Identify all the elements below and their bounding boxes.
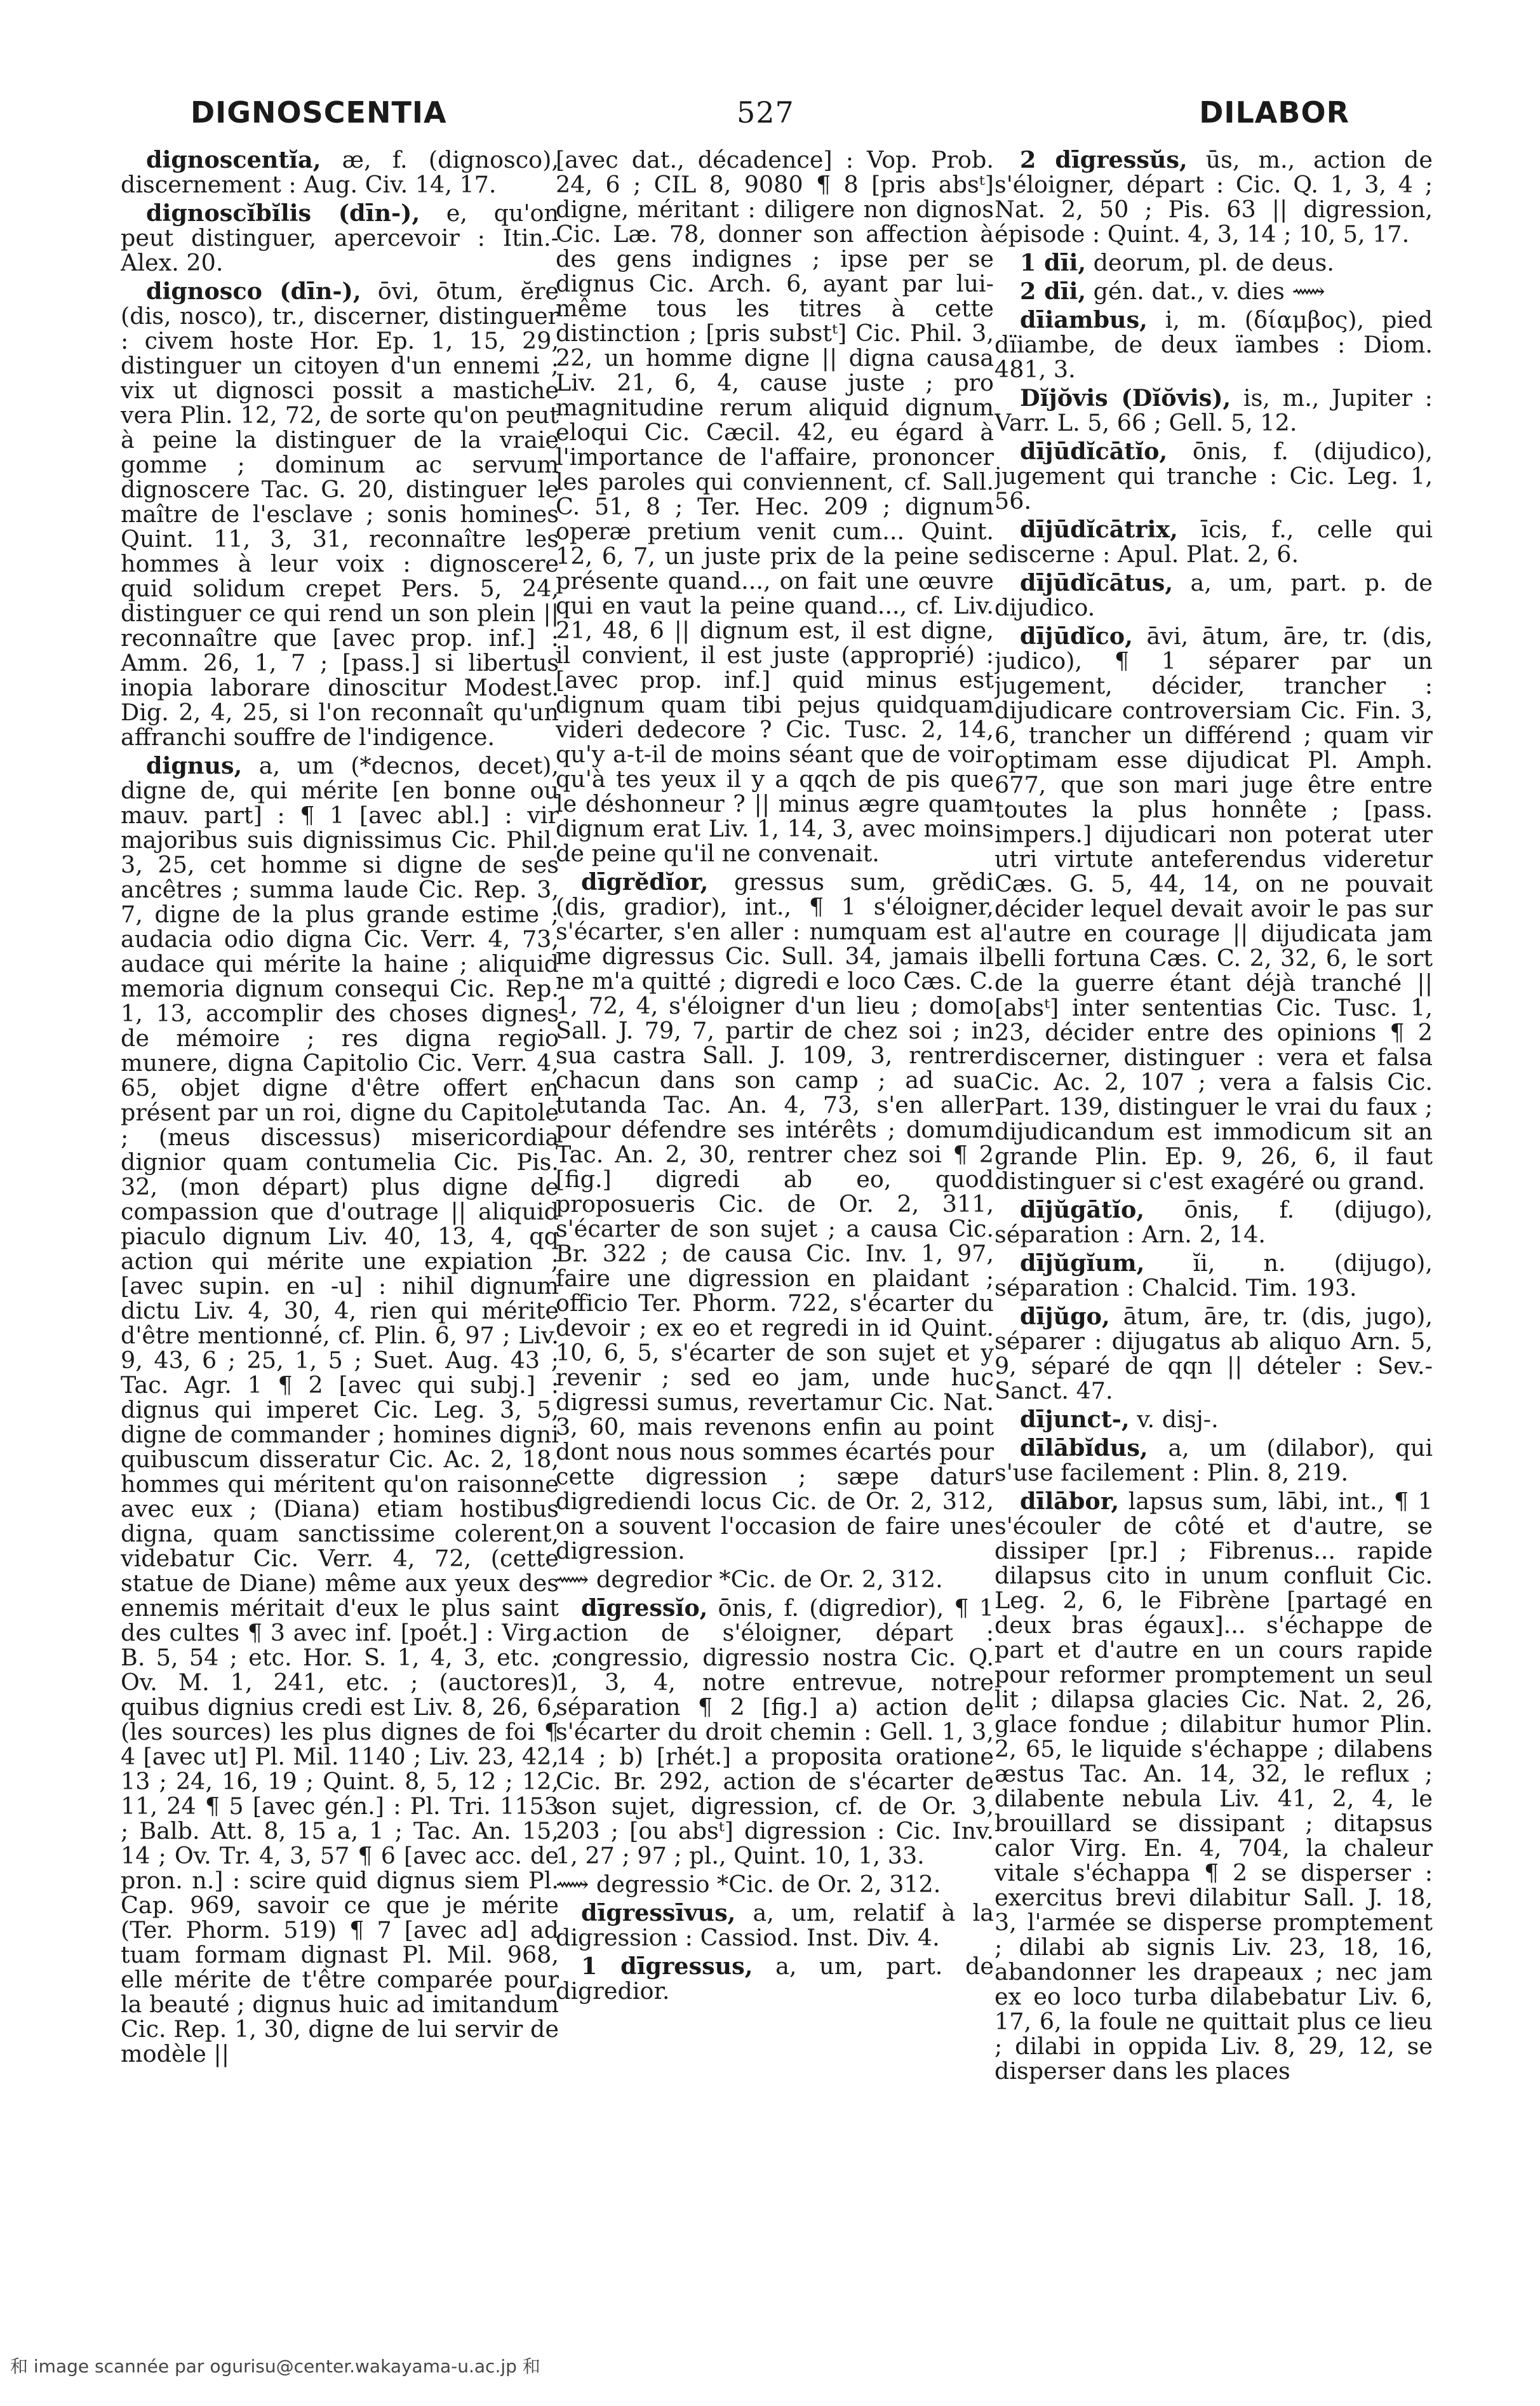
entry-definition: gressus sum, grĕdi (dis, gradior), int., ¶ 1 s'éloigner, s'écarter, s'en aller : numquam est a me digressus Cic. Sull. 34, jamais il ne m'a quitté ; digredi e loco Cæs. C. 1, 72, 4, s'éloigner d'un lieu ; domo Sall. J. 79, 7, partir de chez soi ; in sua castra Sall. J. 109, 3, rentrer chacun dans son camp ; ad sua tutanda Tac. An. 4, 73, s'en aller pour défendre ses intérêts ; domum Tac. An. 2, 30, rentrer chez soi ¶ 2 [fig.] digredi ab eo, quod proposueris Cic. de Or. 2, 311, s'écarter de son sujet ; a causa Cic. Br. 322 ; de causa Cic. Inv. 1, 97, faire une digression en plaidant ; officio Ter. Phorm. 722, s'écarter du devoir ; ex eo et regredi in id Quint. 10, 6, 5, s'écarter de son sujet et y revenir ; sed eo jam, unde huc digressi sumus, revertamur Cic. Nat. 3, 60, mais revenons enfin au point dont nous nous sommes écartés pour cette digression ; sæpe datur digrediendi locus Cic. de Or. 2, 312, on a souvent l'occasion de faire une digression. xyxy=(556,868,994,1564)
entry-headword: dījunct-, xyxy=(1020,1406,1130,1433)
dictionary-entry xyxy=(994,1435,1433,1485)
entry-definition: is, m., Jupiter : Varr. L. 5, 66 ; Gell. 5, 12. xyxy=(994,384,1433,436)
entry-headword: dījūdĭcātus, xyxy=(1020,569,1174,596)
dictionary-entry xyxy=(994,624,1433,1193)
entry-definition: lapsus sum, lābi, int., ¶ 1 s'écouler de côté et d'autre, se dissiper [pr.] ; Fibrenus... rapide dilapsus cito in unum confluit Cic. Leg. 2, 6, le Fibrène [partagé en deux bras égaux]... s'échappe de part et d'autre en un cours rapide pour reformer promptement un seul lit ; dilapsa glacies Cic. Nat. 2, 26, glace fondue ; dilabitur humor Plin. 2, 65, le liquide s'échappe ; dilabens æstus Tac. An. 14, 32, le reflux ; dilabente nebula Liv. 41, 2, 4, le brouillard se dissipant ; ditapsus calor Virg. En. 4, 704, la chaleur vitale s'échappa ¶ 2 se disperser : exercitus brevi dilabitur Sall. J. 18, 3, l'armée se disperse promptement ; dilabi ab signis Liv. 23, 18, 16, abandonner les drapeaux ; nec jam ex eo loco turba dilabebatur Liv. 6, 17, 6, la foule ne quittait plus ce lieu ; dilabi in oppida Liv. 8, 29, 12, se disperser dans les places xyxy=(994,1488,1433,2085)
dictionary-entry xyxy=(994,1489,1433,2083)
entry-definition: ūs, m., action de s'éloigner, départ : Cic. Q. 1, 3, 4 ; Nat. 2, 50 ; Pis. 63 || digression, épisode : Quint. 4, 3, 14 ; 10, 5, 17. xyxy=(994,147,1433,248)
entry-definition: deorum, pl. de deus. xyxy=(1086,249,1335,276)
entry-definition: āvi, ātum, āre, tr. (dis, judico), ¶ 1 séparer par un jugement, décider, trancher : dijudicare controversiam Cic. Fin. 3, 6, trancher un différend ; quam vir optimam esse dijudicat Pl. Amph. 677, que son mari juge être entre toutes la plus honnête ; [pass. impers.] dijudicari non poterat uter utri virtute anteferendus videretur Cæs. G. 5, 44, 14, on ne pouvait décider lequel devait avoir le pas sur l'autre en courage || dijudicata jam belli fortuna Cæs. C. 2, 32, 6, le sort de la guerre étant déjà tranché || [absᵗ] inter sententias Cic. Tusc. 1, 23, décider entre des opinions ¶ 2 discerner, distinguer : vera et falsa Cic. Ac. 2, 107 ; vera a falsis Cic. Part. 139, distinguer le vrai du faux ; dijudicandum est immodicum sit an grande Plin. Ep. 9, 26, 6, il faut distinguer si c'est exagéré ou grand. xyxy=(994,622,1433,1195)
entry-headword: 1 dīi, xyxy=(1020,249,1087,276)
entry-definition: [avec dat., décadence] : Vop. Prob. 24, 6 ; CIL 8, 9080 ¶ 8 [pris absᵗ] digne, méritant : diligere non dignos Cic. Læ. 78, donner son affection à des gens indignes ; ipse per se dignus Cic. Arch. 6, ayant par lui-même tous les titres à cette distinction ; [pris substᵗ] Cic. Phil. 3, 22, un homme digne || digna causa Liv. 21, 6, 4, cause juste ; pro magnitudine rerum aliquid dignum eloqui Cic. Cæcil. 42, eu égard à l'importance de l'affaire, prononcer les paroles qui conviennent, cf. Sall. C. 51, 8 ; Ter. Hec. 209 ; dignum operæ pretium venit cum... Quint. 12, 6, 7, un juste prix de la peine se présente quand..., on fait une œuvre qui en vaut la peine quand..., cf. Liv. 21, 48, 6 || dignum est, il est digne, il convient, il est juste (approprié) : [avec prop. inf.] quid minus est dignum quam tibi pejus quidquam videri dedecore ? Cic. Tusc. 2, 14, qu'y a-t-il de moins séant que de voir qu'à tes yeux il y a qqch de pis que le déshonneur ? || minus ægre quam dignum erat Liv. 1, 14, 3, avec moins de peine qu'il ne convenait. xyxy=(556,147,994,867)
entry-headword: dījūdĭcātĭo, xyxy=(1020,438,1168,465)
entry-definition: a, um, relatif à la digression : Cassiod. Inst. Div. 4. xyxy=(556,1899,994,1951)
dictionary-entry xyxy=(556,1954,994,2003)
dictionary-entry xyxy=(556,147,994,866)
entry-definition: ātum, āre, tr. (dis, jugo), séparer : dijugatus ab aliquo Arn. 5, 9, séparé de qqn || dételer : Sev.-Sanct. 47. xyxy=(994,1303,1433,1404)
dictionary-entry xyxy=(994,1407,1433,1432)
running-head-right: DILABOR xyxy=(1199,95,1349,130)
entry-definition: æ, f. (dignosco), discernement : Aug. Civ. 14, 17. xyxy=(121,147,559,198)
dictionary-column-3 xyxy=(994,147,1433,2260)
entry-headword: dīgressĭo, xyxy=(581,1594,708,1622)
entry-definition: v. disj-. xyxy=(1129,1406,1219,1433)
dictionary-entry xyxy=(121,201,559,275)
dictionary-column-2 xyxy=(556,147,994,2260)
dictionary-entry xyxy=(556,1596,994,1868)
entry-headword: dīiambus, xyxy=(1020,306,1148,333)
dictionary-entry xyxy=(556,1567,994,1592)
entry-headword: dījŭgĭum, xyxy=(1020,1249,1145,1277)
dictionary-entry xyxy=(556,870,994,1563)
scan-credit-footer xyxy=(0,2353,1540,2383)
entry-definition: a, um (*decnos, decet), digne de, qui mérite [en bonne ou mauv. part] : ¶ 1 [avec abl.] : vir majoribus suis dignissimus Cic. Phil. 3, 25, cet homme si digne de ses ancêtres ; summa laude Cic. Rep. 3, 7, digne de la plus grande estime ; audacia odio digna Cic. Verr. 4, 73, audace qui mérite la haine ; aliquid memoria dignum consequi Cic. Rep. 1, 13, accomplir des choses dignes de mémoire ; res digna regio munere, digna Capitolio Cic. Verr. 4, 65, objet digne d'être offert en présent par un roi, digne du Capitole ; (meus discessus) misericordia dignior quam contumelia Cic. Pis. 32, (mon départ) plus digne de compassion que d'outrage || aliquid piaculo dignum Liv. 40, 13, 4, qq action qui mérite une expiation ; [avec supin. en -u] : nihil dignum dictu Liv. 4, 30, 4, rien qui mérite d'être mentionné, cf. Plin. 6, 97 ; Liv. 9, 43, 6 ; 25, 1, 5 ; Suet. Aug. 43 ; Tac. Agr. 1 ¶ 2 [avec qui subj.] : dignus qui imperet Cic. Leg. 3, 5, digne de commander ; homines digni quibuscum disseratur Cic. Ac. 2, 18, hommes qui méritent qu'on raisonne avec eux ; (Diana) etiam hostibus digna, quam sanctissime colerent, videbatur Cic. Verr. 4, 72, (cette statue de Diane) même aux yeux des ennemis méritait d'eux le plus saint des cultes ¶ 3 avec inf. [poét.] : Virg. B. 5, 54 ; etc. Hor. S. 1, 4, 3, etc. ; Ov. M. 1, 241, etc. ; (auctores) quibus dignius credi est Liv. 8, 26, 6, (les sources) les plus dignes de foi ¶ 4 [avec ut] Pl. Mil. 1140 ; Liv. 23, 42, 13 ; 24, 16, 19 ; Quint. 8, 5, 12 ; 12, 11, 24 ¶ 5 [avec gén.] : Pl. Tri. 1153 ; Balb. Att. 8, 15 a, 1 ; Tac. An. 15, 14 ; Ov. Tr. 4, 3, 57 ¶ 6 [avec acc. de pron. n.] : scire quid dignus siem Pl. Cap. 969, savoir ce que je mérite (Ter. Phorm. 519) ¶ 7 [avec ad] ad tuam formam dignast Pl. Mil. 968, elle mérite de t'être comparée pour la beauté ; dignus huic ad imitandum Cic. Rep. 1, 30, digne de lui servir de modèle || xyxy=(121,752,559,2067)
entry-headword: dījŭgātĭo, xyxy=(1020,1196,1145,1223)
entry-definition: i, m. (δίαμβος), pied dïiambe, de deux ïambes : Diom. 481, 3. xyxy=(994,306,1433,383)
entry-definition: a, um, part. de digredior. xyxy=(556,1952,994,2005)
entry-definition: ⟿ degredior *Cic. de Or. 2, 312. xyxy=(556,1566,943,1593)
entry-definition: ōvi, ōtum, ĕre (dis, nosco), tr., discerner, distinguer : civem hoste Hor. Ep. 1, 15, 29, distinguer un citoyen d'un ennemi ; vix ut dignosci possit a mastiche vera Plin. 12, 72, de sorte qu'on peut à peine la distinguer de la vraie gomme ; dominum ac servum dignoscere Tac. G. 20, distinguer le maître de l'esclave ; sonis homines Quint. 11, 3, 31, reconnaître les hommes à leur voix : dignoscere quid solidum crepet Pers. 5, 24, distinguer ce qui rend un son plein || reconnaître que [avec prop. inf.] : Amm. 26, 1, 7 ; [pass.] si libertus inopia laborare dinoscitur Modest. Dig. 2, 4, 25, si l'on reconnaît qu'un affranchi souffre de l'indigence. xyxy=(121,278,559,751)
dictionary-entry xyxy=(994,386,1433,435)
entry-headword: dignus, xyxy=(146,752,243,779)
dictionary-entry xyxy=(994,1197,1433,1247)
dictionary-entry xyxy=(994,570,1433,620)
entry-definition: ōnis, f. (dijugo), séparation : Arn. 2, 14. xyxy=(994,1196,1433,1248)
dictionary-entry xyxy=(121,753,559,2066)
dictionary-entry xyxy=(556,1900,994,1950)
page-header xyxy=(0,95,1540,146)
entry-definition: ⟿ degressio *Cic. de Or. 2, 312. xyxy=(556,1871,941,1898)
entry-headword: Dĭjŏvis (Dĭŏvis), xyxy=(1020,384,1231,412)
page-number: 527 xyxy=(737,95,794,130)
entry-headword: dīlābor, xyxy=(1020,1488,1120,1515)
dictionary-entry xyxy=(994,1304,1433,1403)
entry-headword: dignoscĭbĭlis (dīn-), xyxy=(146,199,420,227)
dictionary-entry xyxy=(121,279,559,749)
entry-definition: a, um, part. p. de dijudico. xyxy=(994,569,1433,621)
dictionary-entry xyxy=(994,307,1433,382)
entry-definition: ōnis, f. (digredior), ¶ 1 action de s'éloigner, départ : congressio, digressio nostra Cic. Q. 1, 3, 4, notre entrevue, notre séparation ¶ 2 [fig.] a) action de s'écarter du droit chemin : Gell. 1, 3, 14 ; b) [rhét.] a proposita oratione Cic. Br. 292, action de s'écarter de son sujet, digression, cf. de Or. 3, 203 ; [ou absᵗ] digression : Cic. Inv. 1, 27 ; 97 ; pl., Quint. 10, 1, 33. xyxy=(556,1594,994,1869)
entry-headword: dīlābĭdus, xyxy=(1020,1434,1148,1462)
entry-headword: dignosco (dīn-), xyxy=(146,278,361,305)
scan-credit-text: 和 image scannée par ogurisu@center.wakayama-u.ac.jp 和 xyxy=(10,2356,540,2377)
entry-headword: dignoscentĭa, xyxy=(146,147,321,173)
dictionary-column-1 xyxy=(121,147,559,2260)
entry-headword: dījŭgo, xyxy=(1020,1303,1110,1330)
entry-headword: dījūdĭcātrix, xyxy=(1020,516,1178,543)
dictionary-entry xyxy=(994,147,1433,246)
entry-definition: e, qu'on peut distinguer, apercevoir : Itin.-Alex. 20. xyxy=(121,199,559,276)
running-head-left: DIGNOSCENTIA xyxy=(191,95,447,130)
dictionary-entry xyxy=(121,147,559,197)
entry-headword: 2 dīi, xyxy=(1020,278,1087,305)
dictionary-entry xyxy=(994,250,1433,275)
entry-definition: a, um (dilabor), qui s'use facilement : Plin. 8, 219. xyxy=(994,1434,1433,1486)
dictionary-entry xyxy=(994,279,1433,304)
dictionary-entry xyxy=(994,517,1433,567)
entry-definition: īcis, f., celle qui discerne : Apul. Plat. 2, 6. xyxy=(994,516,1433,568)
entry-headword: 1 dīgressus, xyxy=(581,1952,753,1980)
entry-definition: ĭi, n. (dijugo), séparation : Chalcid. Tim. 193. xyxy=(994,1249,1433,1301)
entry-headword: dījūdĭco, xyxy=(1020,622,1133,650)
dictionary-entry xyxy=(994,439,1433,513)
entry-headword: dīgrĕdĭor, xyxy=(581,868,709,896)
entry-definition: gén. dat., v. dies ⟿ xyxy=(1086,278,1325,305)
dictionary-entry xyxy=(556,1872,994,1897)
entry-headword: 2 dīgressŭs, xyxy=(1020,147,1188,173)
dictionary-entry xyxy=(994,1251,1433,1300)
entry-headword: dīgressīvus, xyxy=(581,1899,736,1926)
entry-definition: ōnis, f. (dijudico), jugement qui tranche : Cic. Leg. 1, 56. xyxy=(994,438,1433,514)
